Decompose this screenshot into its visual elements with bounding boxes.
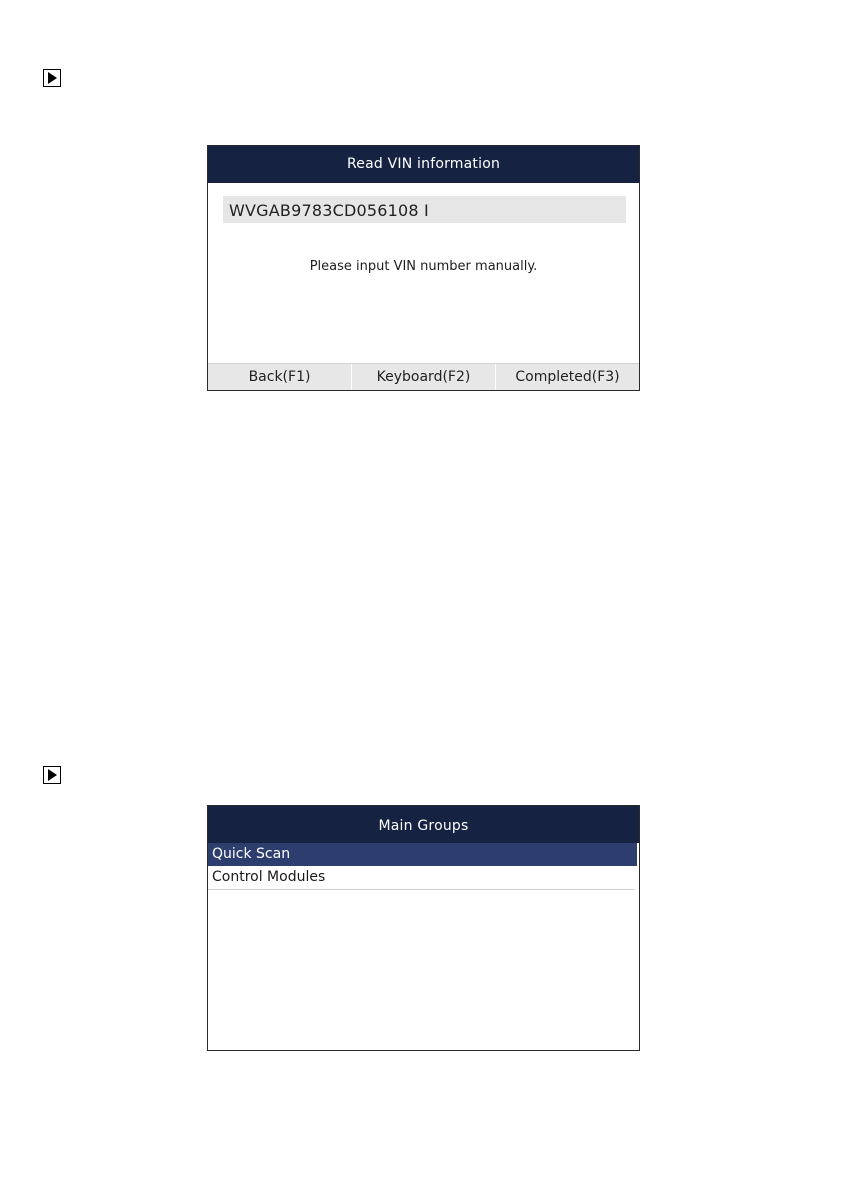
back-button[interactable]: Back(F1) xyxy=(248,369,311,385)
screen-title: Read VIN information xyxy=(208,146,639,183)
screen-title: Main Groups xyxy=(208,806,639,843)
completed-button[interactable]: Completed(F3) xyxy=(495,364,639,390)
vin-input[interactable]: WVGAB9783CD056108 I xyxy=(223,196,626,223)
play-triangle-icon xyxy=(43,69,61,87)
play-triangle-icon xyxy=(43,766,61,784)
menu-list xyxy=(208,843,639,890)
menu-item-control-modules[interactable]: Control Modules xyxy=(208,866,635,890)
vin-message: Please input VIN number manually. xyxy=(309,259,538,274)
menu-item-quick-scan[interactable]: Quick Scan xyxy=(208,843,637,866)
keyboard-button[interactable]: Keyboard(F2) xyxy=(351,364,495,390)
main-groups-screen xyxy=(207,805,640,1051)
vin-screen xyxy=(207,145,640,391)
softkey-bar xyxy=(208,363,639,390)
